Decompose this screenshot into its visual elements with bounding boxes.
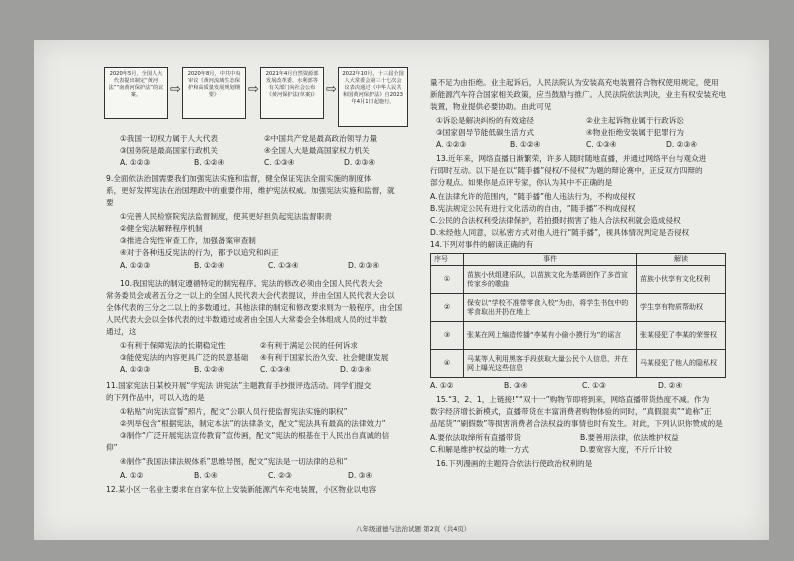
question-text: 通过，这 <box>106 327 137 336</box>
option-text: ①我国一切权力属于人大代表 <box>120 134 218 143</box>
question-text: 要 <box>106 198 114 207</box>
question-text: 品尾货”“刷假数”等损害消费者合法权益的事情也时有发生。对此，下列认识你赞成的是 <box>430 419 723 428</box>
table-row <box>431 322 726 350</box>
table-header: 序号 <box>431 254 464 266</box>
option-text: ②列举包含“根据宪法，制定本法”的法律条文，配文“宪法具有最高的法律效力” <box>120 419 386 428</box>
table-cell: 苗族小伙组建乐队，以苗族文化为基调创作了多首宣传家乡的歌曲 <box>464 266 637 294</box>
table-cell: 马某侵犯了他人的隐私权 <box>637 350 726 378</box>
question-text: 新能源汽车符合国家相关政策，应当鼓励与推广。人民法院依法判决，业主有权安装充电 <box>430 90 727 99</box>
option-text: C.和解是维护权益的唯一方式 <box>430 445 529 454</box>
answer-choice: D. ②③④ <box>666 140 698 149</box>
option-text: ①诉讼是解决纠纷的有效途径 <box>436 116 534 125</box>
option-text: ③国家倡导节能低碳生活方式 <box>436 128 534 137</box>
table-cell: 马某等人利用黑客手段获取大量公民个人信息，并在网上曝光这些信息 <box>464 350 637 378</box>
option-text: ②中国共产党是最高政治领导力量 <box>264 134 378 143</box>
answer-choice: B. ①②④ <box>194 261 225 270</box>
table-header-row <box>431 254 726 266</box>
answer-choice: B. ①②④ <box>194 365 225 374</box>
question-text: 系，更好发挥宪法在治国理政中的重要作用，维护宪法权威。加强宪法实施和监督，就 <box>106 186 395 195</box>
table-row <box>431 266 726 294</box>
flow-step-3: 2021年4月自然资源部发展改革委、水利部等有关部门向社会公布《黄河保护法(草案)》 <box>260 67 324 119</box>
table-cell: 学生享有物质帮助权 <box>637 294 726 322</box>
answer-choice: B. ①②④ <box>510 140 541 149</box>
table-header: 解读 <box>637 254 726 266</box>
question-text: 装置，物业提供必要协助。由此可见 <box>430 102 552 111</box>
answer-choice: A. ①②③ <box>436 140 467 149</box>
arrow-right-icon: ⇨ <box>326 82 337 97</box>
option-text: B.宪法规定公民有进行文化活动的自由，“随手播”不构成侵权 <box>430 204 636 213</box>
option-text: D.未经他人同意，以私密方式对他人进行“随手播”，视具体情况判定是否侵权 <box>430 228 690 237</box>
option-text: ③国务院是最高国家行政机关 <box>120 146 218 155</box>
flow-step-1: 2020年5月，全国人大代表提出制定“黄河法”“南黄河保护法”的议案。 <box>104 67 168 119</box>
answer-choice: C. ①③④ <box>264 158 295 167</box>
question-text: 数字经济增长新模式，直播带货在丰富消费者购物体验的同时，“真假混卖”“诡称”正 <box>430 407 712 416</box>
flow-step-4: 2022年10月，十三届全国人大常委会第三十七次会议表决通过《中华人民共和国黄河保护法》自2023年4月1日起施行。 <box>338 67 408 127</box>
answer-choice: B. ③④ <box>504 381 528 390</box>
answer-choice: D. ②③④ <box>348 261 380 270</box>
question-text: 12.某小区一名业主要求在自家车位上安装新能源汽车充电装置，小区物业以电容 <box>106 485 377 494</box>
question-text: 11.国家宪法日某校开展“学宪法 讲宪法”主题教育手抄报评选活动。同学们提交 <box>106 381 372 390</box>
answer-choice: C. ②③ <box>268 471 292 480</box>
question-text: 16.下列漫画的主题符合依法行使政治权利的是 <box>436 459 593 468</box>
exam-page <box>34 40 769 540</box>
question-text: 的下列作品中，可以入选的是 <box>106 393 205 402</box>
option-text: ①粘贴“向宪法宣誓”照片，配文“公职人员行使监督宪法实施的职权” <box>120 407 348 416</box>
table-cell: 张某侵犯了李某的荣誉权 <box>637 322 726 350</box>
answer-choice: A. ①② <box>120 471 144 480</box>
option-text: ①有利于保障宪法的长期稳定性 <box>120 341 226 350</box>
table-cell: 张某在网上编造传播“李某有小偷小摸行为”的谣言 <box>464 322 637 350</box>
option-text: D.要宽容大度，不斤斤计较 <box>580 445 672 454</box>
option-text: ④物业拒绝安装属于犯罪行为 <box>586 128 684 137</box>
option-text: ③能使宪法的内容更具广泛的民意基础 <box>120 353 249 362</box>
question-text: 9.全面依法治国需要我们加强宪法实施和监督，健全保证宪法全面实施的制度体 <box>106 174 372 183</box>
question-text: 量不足为由拒绝。业主起诉后，人民法院认为安装高充电装置符合物权使用规定，使用 <box>430 78 719 87</box>
table-row <box>431 350 726 378</box>
page-footer: 八年级道德与法治试题 第2页（共4页） <box>356 525 471 533</box>
answer-choice: D. ③④ <box>348 471 373 480</box>
table-header: 事件 <box>464 254 637 266</box>
answer-choice: C. ①③ <box>582 381 606 390</box>
option-text: ④有利于国家长治久安、社会健康发展 <box>260 353 389 362</box>
answer-choice: C. ①③④ <box>586 140 617 149</box>
question-text: 部分观点。如果你是点评专家，你认为其中不正确的是 <box>430 178 613 187</box>
answer-choice: A. ①②③ <box>120 158 151 167</box>
option-text: ④对于各种违反宪法的行为，都予以追究和纠正 <box>120 248 279 257</box>
answer-choice: A. ①② <box>430 381 454 390</box>
option-text: ③推进合宪性审查工作，加强备案审查制 <box>120 236 256 245</box>
table-cell: 苗族小伙享有文化权利 <box>637 266 726 294</box>
table-cell: ① <box>431 266 464 294</box>
option-text: C.公民的合法权利受法律保护，若拍摄时损害了他人合法权利就会造成侵权 <box>430 216 681 225</box>
question-text: 14.下列对事件的解读正确的有 <box>430 240 534 249</box>
arrow-right-icon: ⇨ <box>170 82 181 97</box>
answer-choice: A. ①②③ <box>120 365 151 374</box>
option-text: 仰” <box>106 443 118 452</box>
answer-choice: D. ②③④ <box>344 158 376 167</box>
answer-choice: B. ①④ <box>194 471 218 480</box>
arrow-right-icon: ⇨ <box>248 82 259 97</box>
option-text: ②有利于满足公民的任何诉求 <box>260 341 358 350</box>
table-cell: ④ <box>431 350 464 378</box>
question-text: 常务委员会或者五分之一以上的全国人民代表大会代表提议，并由全国人民代表大会以 <box>106 291 395 300</box>
answer-choice: A. ①②③ <box>120 261 151 270</box>
question-text: 行即时互动。以下是在以“随手播”侵权/不侵权”为题的辩论赛中，正反双方四辩的 <box>430 166 703 175</box>
option-text: ②业主起诉物业属于行政诉讼 <box>586 116 684 125</box>
answer-choice: C. ①③④ <box>268 261 299 270</box>
question-text: 人民代表大会以全体代表的过半数通过或者由全国人大常委会全体组成人员的过半数 <box>106 315 387 324</box>
flow-step-2: 2020年8月，中共中央审议《黄河流域生态保护和高质量发展规划纲要》 <box>182 67 246 119</box>
question-text: 10.我国宪法的制定遵循特定的制宪程序。宪法的修改必须由全国人民代表大会 <box>120 279 383 288</box>
option-text: ①完善人民检察院宪法监督制度，使其更好担负起宪法监督职责 <box>120 212 332 221</box>
answer-choice: D. ②④ <box>658 381 683 390</box>
option-text: ③制作“广泛开展宪法宣传教育”宣传画，配文“宪法的根基在于人民出自真诚的信 <box>120 431 390 440</box>
option-text: B.要善用法律，依法维护权益 <box>580 433 679 442</box>
option-text: ④制作“我国法律法规体系”思维导图，配文“宪法是一切法律的总和” <box>120 457 348 466</box>
table-row <box>431 294 726 322</box>
table-cell: 保安以“学校不准带零食入校”为由，将学生书包中的零食取出并扔在地上 <box>464 294 637 322</box>
option-text: A.在法律允许的范围内，“随手播”他人违法行为，不构成侵权 <box>430 192 636 201</box>
table-cell: ③ <box>431 322 464 350</box>
question-text: 13.近年来，网络直播日渐繁荣，许多人随时随地直播，并通过网络平台与观众进 <box>436 154 707 163</box>
table-cell: ② <box>431 294 464 322</box>
option-text: ④全国人大是最高国家权力机关 <box>264 146 370 155</box>
answer-choice: B. ①②④ <box>194 158 225 167</box>
answer-choice: D. ②③④ <box>340 365 372 374</box>
option-text: ②健全宪法解释程序机制 <box>120 224 203 233</box>
option-text: A.要依法取缔所有直播带货 <box>430 433 522 442</box>
question-text: 全体代表的三分之二以上的多数通过。其他法律的制定和修改要求则为一般程序，由全国 <box>106 303 403 312</box>
events-table <box>430 253 726 378</box>
answer-choice: C. ①③④ <box>260 365 291 374</box>
question-text: 15.“3、2、1，上链接!”“双十一”购物节即将到来，网络直播带货热度不减。作为 <box>436 395 710 404</box>
